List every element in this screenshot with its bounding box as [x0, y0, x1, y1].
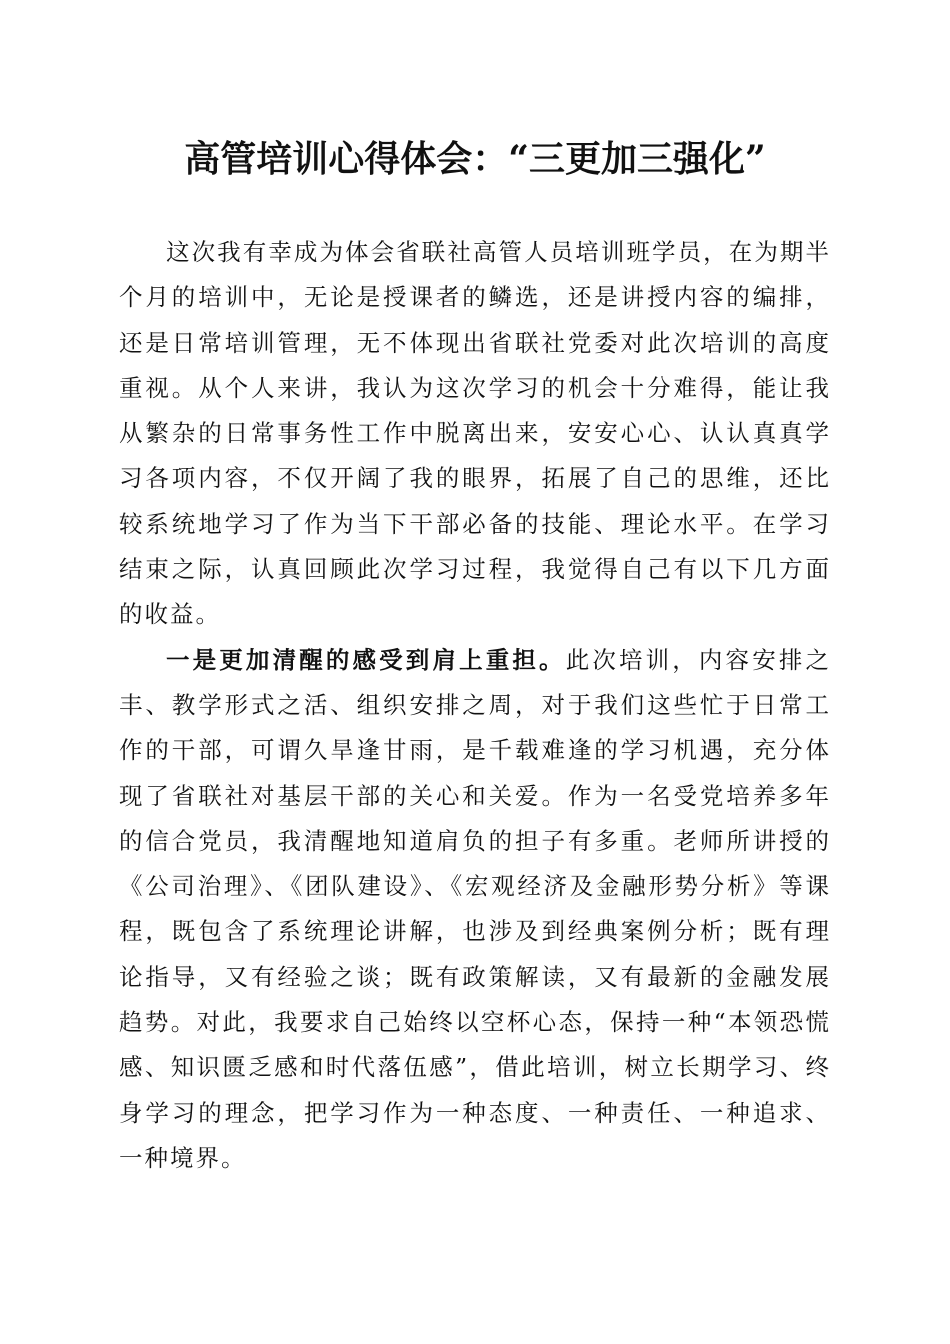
paragraph-intro-text: 这次我有幸成为体会省联社高管人员培训班学员，在为期半个月的培训中，无论是授课者的鳞选，还是讲授内容的编排，还是日常培训管理，无不体现出省联社党委对此次培训的高度重视。从个人来讲，我认为这次学习的机会十分难得，能让我从繁杂的日常事务性工作中脱离出来，安安心心、认认真真学习各项内容，不仅开阔了我的眼界，拓展了自己的思维，还比较系统地学习了作为当下干部必备的技能、理论水平。在学习结束之际，认真回顾此次学习过程，我觉得自己有以下几方面的收益。: [119, 238, 831, 629]
document-body: [119, 230, 831, 1181]
paragraph-intro: [119, 230, 831, 638]
document-title: 高管培训心得体会：“三更加三强化”: [184, 138, 766, 180]
paragraph-point-one-text: 此次培训，内容安排之丰、教学形式之活、组织安排之周，对于我们这些忙于日常工作的干部，可谓久旱逢甘雨，是千载难逢的学习机遇，充分体现了省联社对基层干部的关心和关爱。作为一名受党培养多年的信合党员，我清醒地知道肩负的担子有多重。老师所讲授的《公司治理》、《团队建设》、《宏观经济及金融形势分析》等课程，既包含了系统理论讲解，也涉及到经典案例分析；既有理论指导，又有经验之谈；既有政策解读，又有最新的金融发展趋势。对此，我要求自己始终以空杯心态，保持一种“本领恐慌感、知识匮乏感和时代落伍感”，借此培训，树立长期学习、终身学习的理念，把学习作为一种态度、一种责任、一种追求、一种境界。: [119, 645, 831, 1172]
paragraph-point-one-lead: 一是更加清醒的感受到肩上重担。: [166, 645, 566, 674]
paragraph-point-one: [119, 638, 831, 1182]
